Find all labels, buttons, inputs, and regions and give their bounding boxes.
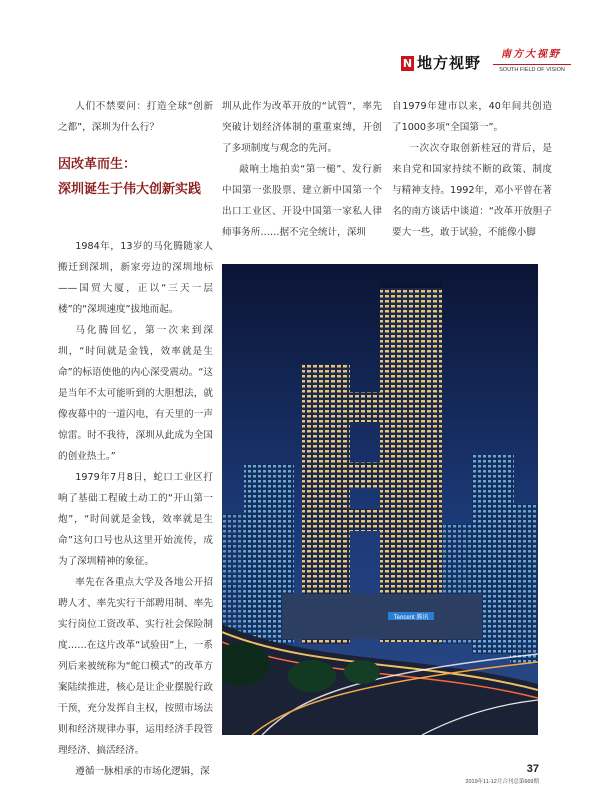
- paragraph: 1984年，13岁的马化腾随家人搬迁到深圳，新家旁边的深圳地标——国贸大厦，正以“三天一层楼”的“深圳速度”拔地而起。: [58, 241, 213, 315]
- paragraph: 敲响土地拍卖“第一槌”、发行新中国第一张股票、建立新中国第一个出口工业区、开设中国第一家私人律师事务所……据不完全统计，深圳: [222, 164, 382, 238]
- paragraph: 马化腾回忆，第一次来到深圳，“时间就是金钱，效率就是生命”的标语使他的内心深受震动。“这是当年不太可能听到的大胆想法，就像夜幕中的一道闪电，有天里的一声惊雷。时不我待，深圳从此成为全国的创业热土。”: [58, 325, 213, 462]
- paragraph: 率先在各重点大学及各地公开招聘人才、率先实行干部聘用制、率先实行岗位工资改革、实行社会保险制度……在这片改革“试验田”上，一系列后来被统称为“蛇口模式”的改革方案陆续推进，核心是让企业摆脱行政干预，充分发挥自主权，按照市场法则和经济规律办事，运用经济手段管理经济、搞活经济。: [58, 577, 213, 756]
- paragraph: 圳从此作为改革开放的“试管”，率先突破计划经济体制的重重束缚，开创了多项制度与观念的先河。: [222, 101, 382, 154]
- subheading-line-2: 深圳诞生于伟大创新实践: [58, 182, 202, 197]
- page-number: 37: [526, 763, 539, 775]
- magazine-subtitle: SOUTH FIELD OF VISION: [493, 64, 571, 75]
- paragraph: 1979年7月8日，蛇口工业区打响了基础工程破土动工的“开山第一炮”，“时间就是金钱，效率就是生命”这句口号也从这里开始流传，成为了深圳精神的象征。: [58, 472, 213, 567]
- magazine-name: 南方大视野: [501, 49, 561, 60]
- paragraph: 人们不禁要问：打造全球“创新之都”，深圳为什么行？: [58, 101, 213, 133]
- paragraph: 一次次夺取创新桂冠的背后，是来自党和国家持续不断的政策、制度与精神支持。1992年，邓小平曾在著名的南方谈话中谈道：“改革开放胆子要大一些，敢于试验，不能像小脚: [392, 143, 552, 238]
- issue-info: 2019年11-12月合刊总第669期: [465, 779, 539, 785]
- paragraph: 自1979年建市以来，40年间共创造了1000多项“全国第一”。: [392, 101, 552, 133]
- paragraph: 遵循一脉相承的市场化逻辑，深: [75, 766, 210, 777]
- section-title: 地方视野: [417, 54, 482, 72]
- tencent-headquarters-photo: [222, 264, 538, 735]
- tencent-sign: Tencent 腾讯: [393, 615, 429, 621]
- article-column-2: [222, 96, 382, 243]
- page-header: [401, 44, 573, 78]
- section-logo-icon: N: [402, 57, 413, 70]
- article-column-3: [392, 96, 552, 243]
- article-column-1: [58, 96, 213, 782]
- subheading-line-1: 因改革而生：: [58, 157, 137, 172]
- section-subheading: [58, 152, 213, 202]
